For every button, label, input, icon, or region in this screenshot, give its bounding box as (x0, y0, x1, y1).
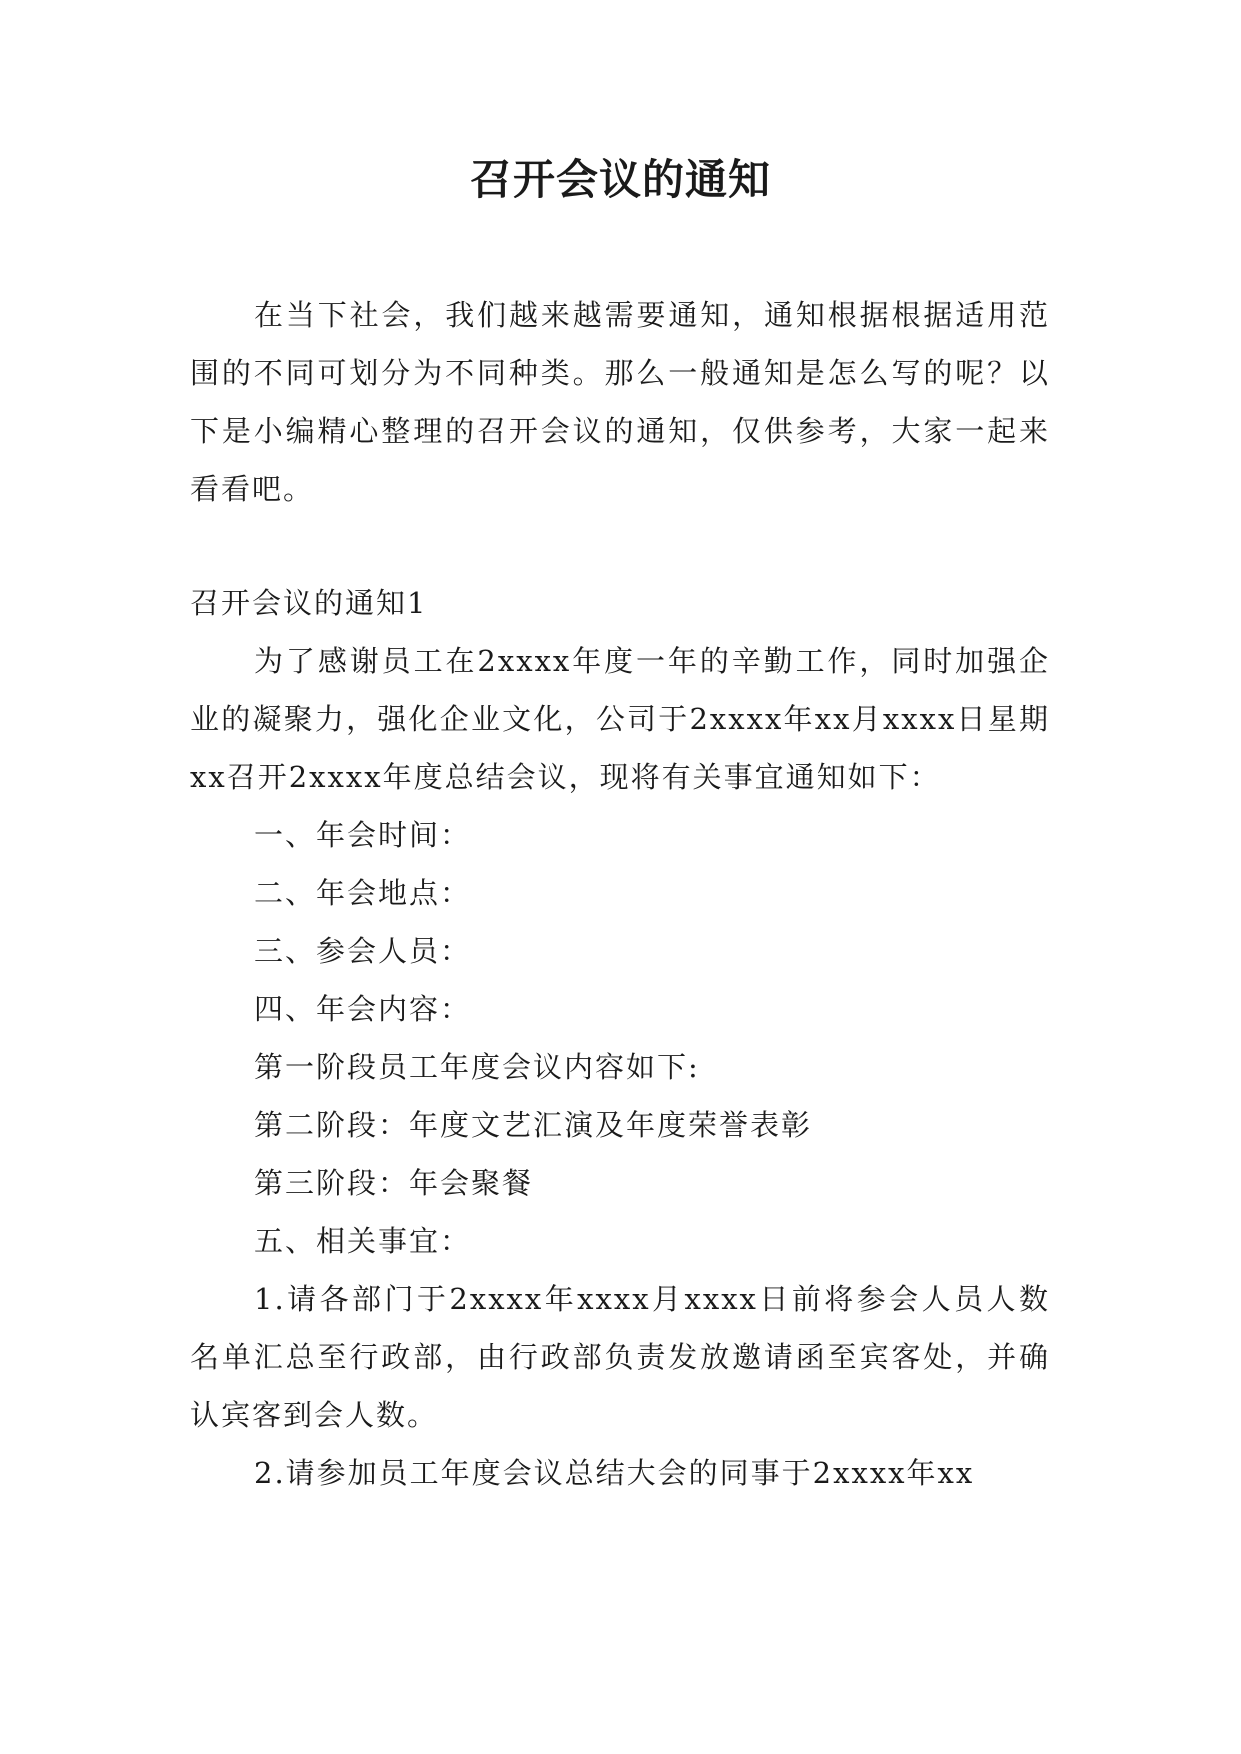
intro-paragraph: 在当下社会，我们越来越需要通知，通知根据根据适用范围的不同可划分为不同种类。那么一般通知是怎么写的呢？以下是小编精心整理的召开会议的通知，仅供参考，大家一起来看看吧。 (190, 298, 1050, 506)
item-meeting-place: 二、年会地点： (254, 876, 472, 910)
matter-two: 2.请参加员工年度会议总结大会的同事于2xxxx年xx (254, 1456, 975, 1490)
stage-two: 第二阶段：年度文艺汇演及年度荣誉表彰 (254, 1108, 813, 1142)
stage-one: 第一阶段员工年度会议内容如下: (254, 1050, 700, 1084)
matter-one: 1.请各部门于2xxxx年xxxx月xxxx日前将参会人员人数名单汇总至行政部，由行政部负责发放邀请函至宾客处，并确认宾客到会人数。 (190, 1282, 1050, 1432)
notice-body (190, 574, 1050, 1502)
item-meeting-content: 四、年会内容： (254, 992, 472, 1026)
paragraph-purpose: 为了感谢员工在2xxxx年度一年的辛勤工作，同时加强企业的凝聚力，强化企业文化，公司于2xxxx年xx月xxxx日星期xx召开2xxxx年度总结会议，现将有关事宜通知如下： (190, 644, 1050, 794)
item-related-matters: 五、相关事宜： (254, 1224, 472, 1258)
item-attendees: 三、参会人员： (254, 934, 472, 968)
item-meeting-time: 一、年会时间： (254, 818, 472, 852)
section-title: 召开会议的通知1 (190, 586, 428, 620)
stage-three: 第三阶段：年会聚餐 (254, 1166, 534, 1200)
intro-block (190, 286, 1050, 518)
document-title: 召开会议的通知 (469, 155, 771, 204)
